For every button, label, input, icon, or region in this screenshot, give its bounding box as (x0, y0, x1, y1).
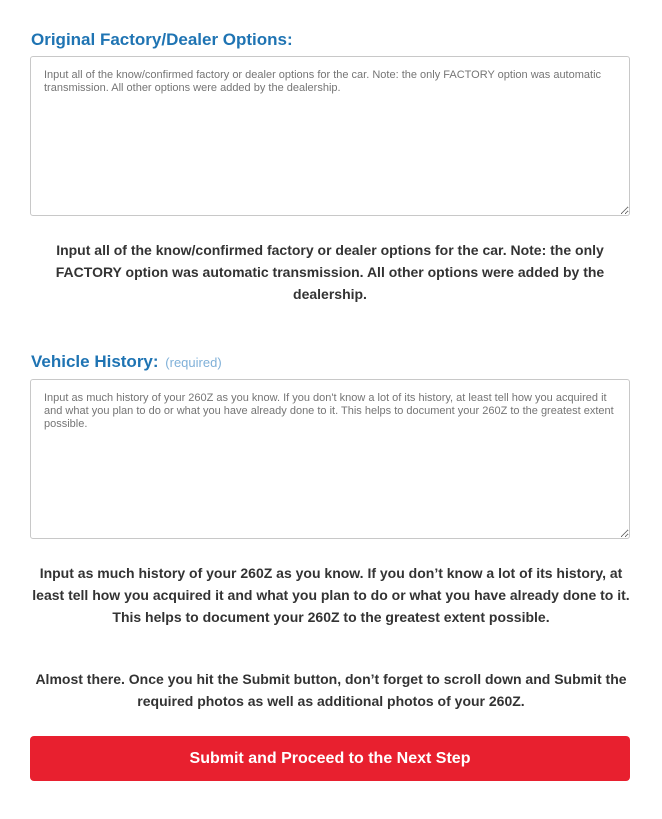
options-heading (31, 30, 293, 50)
history-heading (31, 352, 222, 373)
history-help-text: Input as much history of your 260Z as you know. If you don’t know a lot of its history, at least tell how you acquired it and what you plan to do or what you have already done to it. This helps to document your 260Z to the greatest extent possible. (32, 565, 630, 625)
options-heading-text: Original Factory/Dealer Options: (31, 30, 293, 49)
required-label: (required) (165, 355, 222, 370)
submit-button[interactable]: Submit and Proceed to the Next Step (30, 736, 630, 781)
history-heading-text: Vehicle History: (31, 352, 159, 371)
vehicle-history-textarea[interactable] (30, 379, 630, 539)
submit-reminder-text: Almost there. Once you hit the Submit button, don’t forget to scroll down and Submit the required photos as well as additional photos of your 260Z. (35, 671, 627, 709)
factory-dealer-options-textarea[interactable] (30, 56, 630, 216)
options-help-text: Input all of the know/confirmed factory or dealer options for the car. Note: the only FACTORY option was automatic transmission. All other options were added by the dealership. (55, 242, 605, 302)
